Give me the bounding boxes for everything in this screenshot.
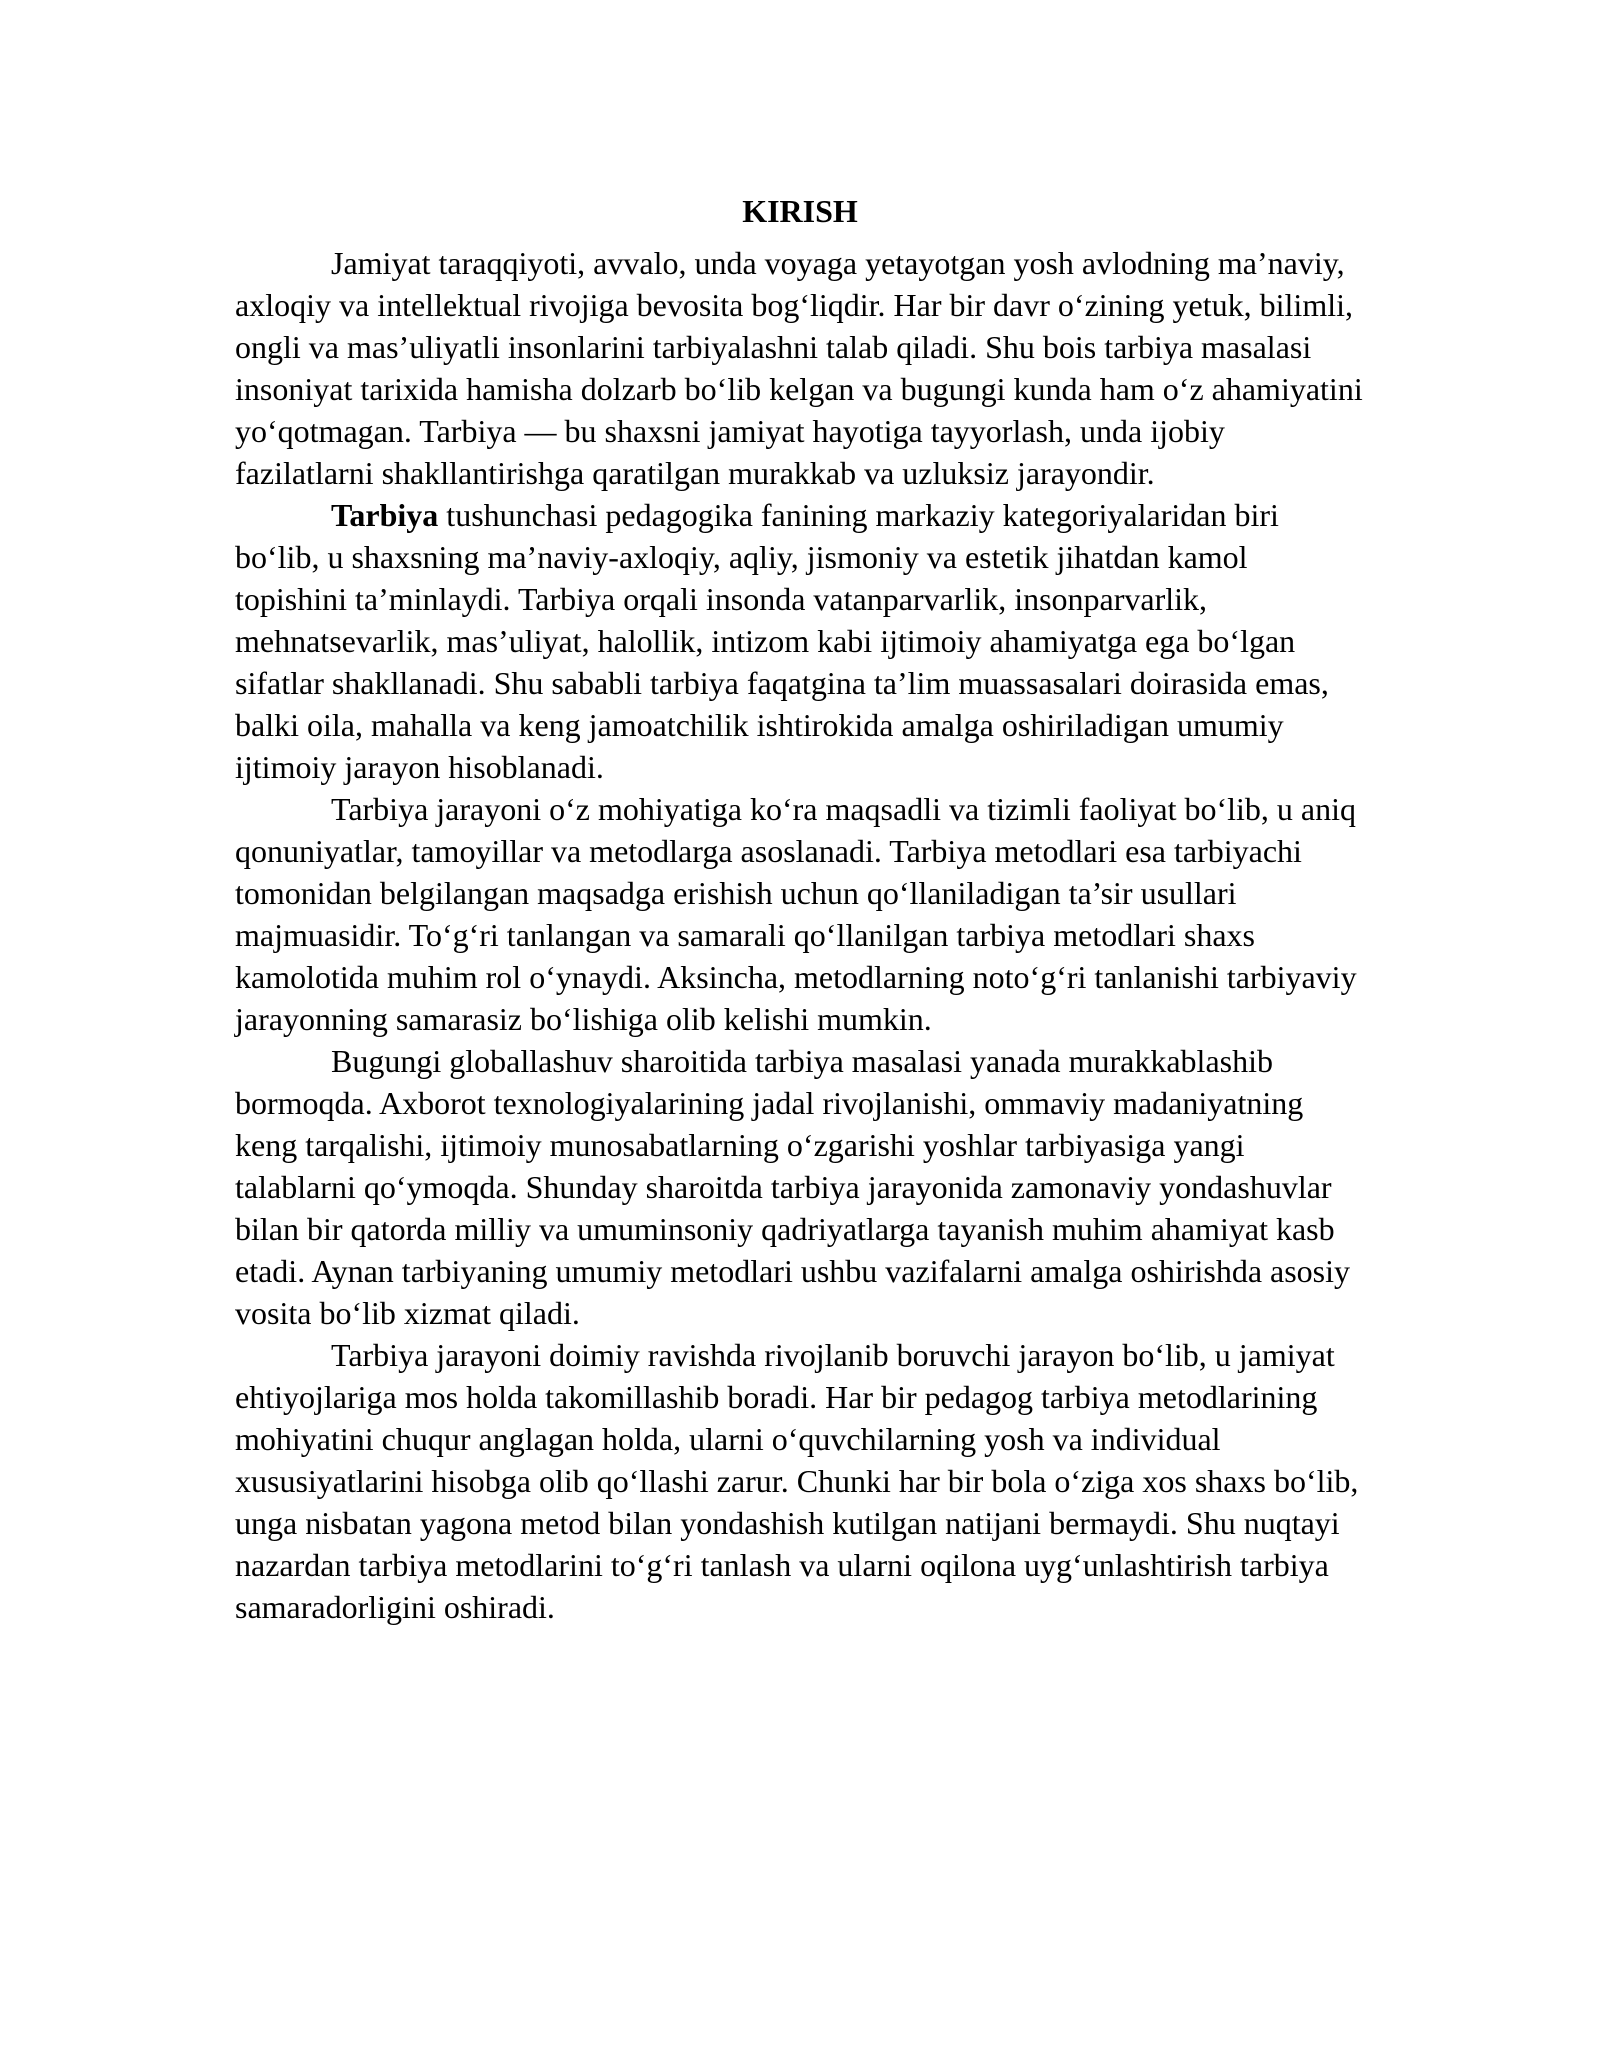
- paragraph-4: [235, 1040, 1365, 1334]
- document-page: [235, 186, 1365, 1628]
- paragraph-text: Bugungi globallashuv sharoitida tarbiya masalasi yanada murakkablashib bormoqda. Axborot texnologiyalarining jadal rivojlanishi, ommaviy madaniyatning keng tarqalishi, ijtimoiy munosabatlarning o‘zgarishi yoshlar tarbiyasiga yangi talablarni qo‘ymoqda. Shunday sharoitda tarbiya jarayonida zamonaviy yondashuvlar bilan bir qatorda milliy va umuminsoniy qadriyatlarga tayanish muhim ahamiyat kasb etadi. Aynan tarbiyaning umumiy metodlari ushbu vazifalarni amalga oshirishda asosiy vosita bo‘lib xizmat qiladi.: [235, 1043, 1351, 1331]
- paragraph-text: Tarbiya jarayoni o‘z mohiyatiga ko‘ra maqsadli va tizimli faoliyat bo‘lib, u aniq qonuniyatlar, tamoyillar va metodlarga asoslanadi. Tarbiya metodlari esa tarbiyachi tomonidan belgilangan maqsadga erishish uchun qo‘llaniladigan ta’sir usullari majmuasidir. To‘g‘ri tanlangan va samarali qo‘llanilgan tarbiya metodlari shaxs kamolotida muhim rol o‘ynaydi. Aksincha, metodlarning noto‘g‘ri tanlanishi tarbiyaviy jarayonning samarasiz bo‘lishiga olib kelishi mumkin.: [235, 791, 1357, 1037]
- page-title: KIRISH: [742, 193, 858, 229]
- paragraph-1: [235, 242, 1365, 494]
- paragraph-3: [235, 788, 1365, 1040]
- paragraph-text: tushunchasi pedagogika fanining markaziy kategoriyalaridan biri bo‘lib, u shaxsning ma’naviy-axloqiy, aqliy, jismoniy va estetik jihatdan kamol topishini ta’minlaydi. Tarbiya orqali insonda vatanparvarlik, insonparvarlik, mehnatsevarlik, mas’uliyat, halollik, intizom kabi ijtimoiy ahamiyatga ega bo‘lgan sifatlar shakllanadi. Shu sababli tarbiya faqatgina ta’lim muassasalari doirasida emas, balki oila, mahalla va keng jamoatchilik ishtirokida amalga oshiriladigan umumiy ijtimoiy jarayon hisoblanadi.: [235, 497, 1329, 785]
- paragraph-text: Jamiyat taraqqiyoti, avvalo, unda voyaga yetayotgan yosh avlodning ma’naviy, axloqiy va intellektual rivojiga bevosita bog‘liqdir. Har bir davr o‘zining yetuk, bilimli, ongli va mas’uliyatli insonlarini tarbiyalashni talab qiladi. Shu bois tarbiya masalasi insoniyat tarixida hamisha dolzarb bo‘lib kelgan va bugungi kunda ham o‘z ahamiyatini yo‘qotmagan. Tarbiya — bu shaxsni jamiyat hayotiga tayyorlash, unda ijobiy fazilatlarni shakllantirishga qaratilgan murakkab va uzluksiz jarayondir.: [235, 245, 1363, 491]
- paragraph-5: [235, 1334, 1365, 1628]
- paragraph-text: Tarbiya jarayoni doimiy ravishda rivojlanib boruvchi jarayon bo‘lib, u jamiyat ehtiyojlariga mos holda takomillashib boradi. Har bir pedagog tarbiya metodlarining mohiyatini chuqur anglagan holda, ularni o‘quvchilarning yosh va individual xususiyatlarini hisobga olib qo‘llashi zarur. Chunki har bir bola o‘ziga xos shaxs bo‘lib, unga nisbatan yagona metod bilan yondashish kutilgan natijani bermaydi. Shu nuqtayi nazardan tarbiya metodlarini to‘g‘ri tanlash va ularni oqilona uyg‘unlashtirish tarbiya samaradorligini oshiradi.: [235, 1337, 1359, 1625]
- paragraph-2: [235, 494, 1365, 788]
- paragraph-lead-term: Tarbiya: [331, 497, 439, 533]
